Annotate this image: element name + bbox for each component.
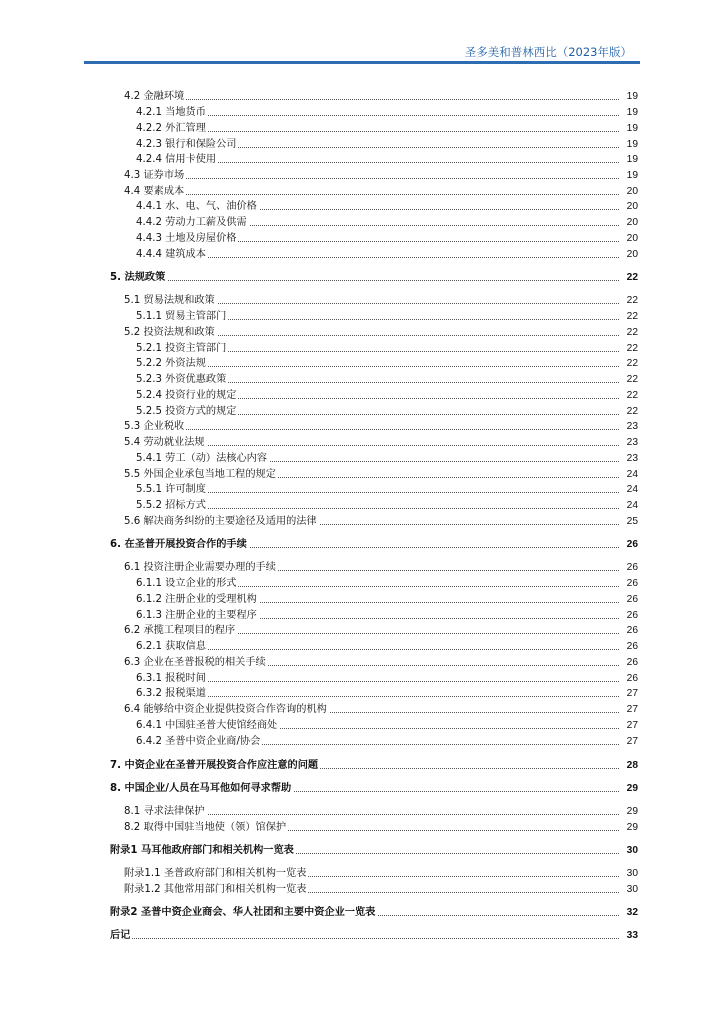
leader-dots	[130, 178, 621, 179]
toc-entry[interactable]	[0, 248, 724, 263]
toc-entry-label: 4.2.2 外汇管理	[136, 123, 206, 134]
toc-entry[interactable]	[0, 294, 724, 309]
toc-entry-label: 6.2.1 获取信息	[136, 641, 206, 652]
toc-entry-label: 5.2.1 投资主管部门	[136, 343, 227, 354]
toc-entry[interactable]	[0, 326, 724, 341]
toc-entry-page: 26	[620, 593, 638, 607]
toc-chapter[interactable]	[0, 929, 724, 944]
toc-entry-page: 33	[620, 929, 638, 943]
toc-entry-label: 6. 在圣普开展投资合作的手续	[110, 539, 247, 550]
toc-entry[interactable]	[0, 138, 724, 153]
toc-entry-label: 4.2.3 银行和保险公司	[136, 139, 237, 150]
leader-dots	[140, 508, 621, 509]
toc-entry-label: 6.4 能够给中资企业提供投资合作咨询的机构	[124, 704, 327, 715]
leader-dots	[140, 366, 621, 367]
toc-entry-page: 25	[620, 515, 638, 529]
leader-dots	[140, 696, 621, 697]
toc-entry[interactable]	[0, 867, 724, 882]
toc-entry-label: 5.2 投资法规和政策	[124, 327, 215, 338]
toc-entry-label: 5.4.1 劳工（动）法核心内容	[136, 453, 268, 464]
running-header-title: 圣多美和普林西比（2023年版）	[464, 45, 632, 59]
toc-entry[interactable]	[0, 373, 724, 388]
toc-entry-page: 19	[620, 122, 638, 136]
toc-entry-label: 5.4 劳动就业法规	[124, 437, 205, 448]
toc-entry-page: 26	[620, 640, 638, 654]
toc-entry-page: 23	[620, 420, 638, 434]
toc-entry-page: 24	[620, 483, 638, 497]
toc-entry-page: 22	[620, 373, 638, 387]
toc-entry-page: 26	[620, 577, 638, 591]
toc-entry-label: 6.3.2 报税渠道	[136, 688, 206, 699]
toc-entry-label: 5.2.3 外资优惠政策	[136, 374, 227, 385]
toc-entry[interactable]	[0, 672, 724, 687]
toc-chapter[interactable]	[0, 844, 724, 859]
toc-entry[interactable]	[0, 656, 724, 671]
toc-entry-label: 5.1.1 贸易主管部门	[136, 311, 227, 322]
toc-entry-page: 19	[620, 153, 638, 167]
toc-entry[interactable]	[0, 90, 724, 105]
toc-entry[interactable]	[0, 169, 724, 184]
toc-entry-label: 8.1 寻求法律保护	[124, 806, 205, 817]
toc-entry[interactable]	[0, 499, 724, 514]
toc-chapter[interactable]	[0, 271, 724, 286]
toc-entry-page: 22	[620, 326, 638, 340]
toc-entry-label: 6.1.3 注册企业的主要程序	[136, 610, 257, 621]
toc-entry-label: 5. 法规政策	[110, 272, 166, 283]
toc-entry-label: 6.3.1 报税时间	[136, 673, 206, 684]
toc-entry-label: 后记	[110, 930, 131, 941]
toc-entry-label: 4.3 证券市场	[124, 170, 185, 181]
leader-dots	[115, 280, 621, 281]
toc-entry-page: 27	[620, 719, 638, 733]
toc-entry[interactable]	[0, 577, 724, 592]
toc-entry-label: 5.2.5 投资方式的规定	[136, 406, 237, 417]
toc-entry[interactable]	[0, 420, 724, 435]
toc-entry-label: 6.1.1 设立企业的形式	[136, 578, 237, 589]
toc-entry-label: 5.5.1 许可制度	[136, 484, 206, 495]
leader-dots	[140, 131, 621, 132]
toc-entry-page: 22	[620, 389, 638, 403]
toc-entry-label: 8. 中国企业/人员在马耳他如何寻求帮助	[110, 783, 292, 794]
toc-entry-label: 6.2 承揽工程项目的程序	[124, 625, 236, 636]
toc-entry-page: 29	[620, 821, 638, 835]
leader-dots	[140, 681, 621, 682]
toc-entry[interactable]	[0, 483, 724, 498]
toc-entry-page: 32	[620, 906, 638, 920]
toc-entry-label: 6.1 投资注册企业需要办理的手续	[124, 562, 276, 573]
leader-dots	[130, 194, 621, 195]
toc-entry-label: 7. 中资企业在圣普开展投资合作应注意的问题	[110, 760, 319, 771]
toc-entry-label: 5.5 外国企业承包当地工程的规定	[124, 469, 276, 480]
leader-dots	[115, 938, 621, 939]
toc-entry[interactable]	[0, 452, 724, 467]
toc-entry[interactable]	[0, 405, 724, 420]
toc-entry-label: 6.1.2 注册企业的受理机构	[136, 594, 257, 605]
toc-entry-page: 30	[620, 844, 638, 858]
toc-entry-page: 22	[620, 310, 638, 324]
toc-entry[interactable]	[0, 703, 724, 718]
toc-entry-page: 26	[620, 624, 638, 638]
toc-entry[interactable]	[0, 805, 724, 820]
toc-entry-page: 22	[620, 294, 638, 308]
toc-entry-label: 附录1 马耳他政府部门和相关机构一览表	[110, 845, 294, 856]
toc-entry[interactable]	[0, 821, 724, 836]
toc-entry-label: 附录1.2 其他常用部门和相关机构一览表	[124, 884, 307, 895]
toc-entry[interactable]	[0, 624, 724, 639]
toc-entry-label: 4.2.1 当地货币	[136, 107, 206, 118]
toc-entry-page: 19	[620, 106, 638, 120]
toc-entry[interactable]	[0, 735, 724, 750]
toc-entry-page: 23	[620, 436, 638, 450]
leader-dots	[140, 257, 621, 258]
toc-entry[interactable]	[0, 185, 724, 200]
toc-entry[interactable]	[0, 883, 724, 898]
toc-entry-page: 24	[620, 499, 638, 513]
toc-entry-page: 26	[620, 656, 638, 670]
toc-entry-label: 8.2 取得中国驻当地使（领）馆保护	[124, 822, 287, 833]
toc-entry[interactable]	[0, 216, 724, 231]
toc-chapter[interactable]	[0, 782, 724, 797]
toc-entry-page: 19	[620, 138, 638, 152]
toc-entry-label: 4.2 金融环境	[124, 91, 185, 102]
toc-entry-label: 6.4.1 中国驻圣普大使馆经商处	[136, 720, 278, 731]
toc-entry-label: 5.1 贸易法规和政策	[124, 295, 215, 306]
toc-entry-page: 29	[620, 805, 638, 819]
toc-entry-page: 20	[620, 216, 638, 230]
toc-entry[interactable]	[0, 593, 724, 608]
toc-entry-label: 附录2 圣普中资企业商会、华人社团和主要中资企业一览表	[110, 907, 376, 918]
toc-entry-page: 22	[620, 342, 638, 356]
toc-entry-page: 22	[620, 405, 638, 419]
toc-entry[interactable]	[0, 200, 724, 215]
toc-entry[interactable]	[0, 687, 724, 702]
toc-entry-label: 6.4.2 圣普中资企业商/协会	[136, 736, 261, 747]
toc-entry-label: 5.2.4 投资行业的规定	[136, 390, 237, 401]
leader-dots	[140, 492, 621, 493]
toc-entry-page: 28	[620, 759, 638, 773]
leader-dots	[130, 99, 621, 100]
toc-entry-label: 4.4.2 劳动力工薪及供需	[136, 217, 247, 228]
toc-chapter[interactable]	[0, 759, 724, 774]
toc-entry-label: 5.3 企业税收	[124, 421, 185, 432]
leader-dots	[140, 649, 621, 650]
toc-entry-page: 26	[620, 561, 638, 575]
toc-entry-page: 26	[620, 609, 638, 623]
toc-entry-label: 4.4 要素成本	[124, 186, 185, 197]
toc-entry[interactable]	[0, 342, 724, 357]
toc-entry[interactable]	[0, 609, 724, 624]
toc-entry-page: 29	[620, 782, 638, 796]
toc-entry[interactable]	[0, 122, 724, 137]
toc-entry-page: 20	[620, 200, 638, 214]
toc-entry[interactable]	[0, 106, 724, 121]
toc-entry[interactable]	[0, 153, 724, 168]
toc-entry-page: 30	[620, 883, 638, 897]
toc-entry-page: 19	[620, 169, 638, 183]
toc-entry-page: 20	[620, 248, 638, 262]
toc-entry-page: 27	[620, 703, 638, 717]
toc-entry[interactable]	[0, 719, 724, 734]
toc-entry-page: 19	[620, 90, 638, 104]
toc-entry-label: 4.4.3 土地及房屋价格	[136, 233, 237, 244]
toc-entry-page: 30	[620, 867, 638, 881]
toc-entry-page: 26	[620, 672, 638, 686]
toc-entry-label: 4.4.1 水、电、气、油价格	[136, 201, 257, 212]
toc-entry[interactable]	[0, 515, 724, 530]
toc-entry-page: 27	[620, 735, 638, 749]
toc-entry[interactable]	[0, 389, 724, 404]
toc-entry-label: 4.2.4 信用卡使用	[136, 154, 217, 165]
toc-entry-page: 27	[620, 687, 638, 701]
toc-entry[interactable]	[0, 468, 724, 483]
leader-dots	[130, 429, 621, 430]
toc-entry-page: 20	[620, 232, 638, 246]
toc-entry[interactable]	[0, 232, 724, 247]
toc-chapter[interactable]	[0, 906, 724, 921]
toc-entry-page: 22	[620, 357, 638, 371]
leader-dots	[140, 115, 621, 116]
toc-entry-label: 6.3 企业在圣普报税的相关手续	[124, 657, 266, 668]
toc-entry-label: 4.4.4 建筑成本	[136, 249, 206, 260]
toc-entry-page: 26	[620, 538, 638, 552]
toc-entry-page: 22	[620, 271, 638, 285]
toc-entry-page: 20	[620, 185, 638, 199]
toc-entry[interactable]	[0, 561, 724, 576]
toc-entry-label: 5.5.2 招标方式	[136, 500, 206, 511]
toc-entry-page: 23	[620, 452, 638, 466]
toc-entry[interactable]	[0, 640, 724, 655]
toc-entry-label: 5.6 解决商务纠纷的主要途径及适用的法律	[124, 516, 317, 527]
toc-entry-page: 24	[620, 468, 638, 482]
toc-entry[interactable]	[0, 310, 724, 325]
toc-entry[interactable]	[0, 436, 724, 451]
toc-entry[interactable]	[0, 357, 724, 372]
toc-chapter[interactable]	[0, 538, 724, 553]
toc-entry-label: 附录1.1 圣普政府部门和相关机构一览表	[124, 868, 307, 879]
toc-entry-label: 5.2.2 外资法规	[136, 358, 206, 369]
